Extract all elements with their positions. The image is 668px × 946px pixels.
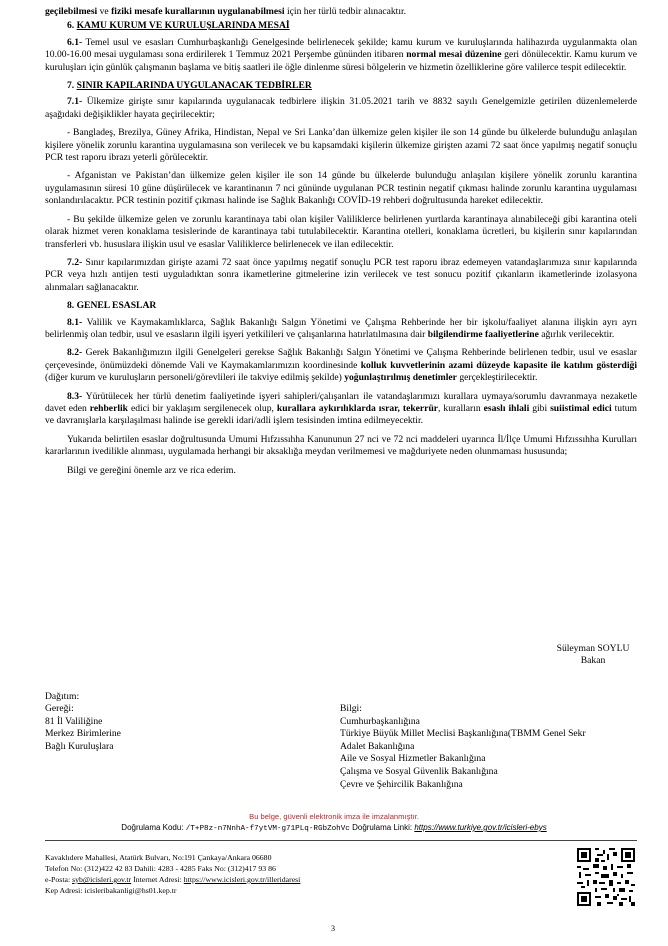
info-item: Adalet Bakanlığına [340, 740, 415, 752]
p8-3-text-e: tutum ve davranışlarla karşılaşılması halinde ise gerekli idari/adli işlem tesisinden imtina edilmeyecektir. [45, 402, 638, 427]
p8-3-bold-3: esaslı ihlali [483, 402, 530, 414]
p8-2-text-c: gerçekleştirilecektir. [456, 372, 538, 384]
section-6-title: KAMU KURUM VE KURULUŞLARINDA MESAİ [76, 20, 290, 32]
section-6-number: 6. [67, 20, 77, 32]
qr-code-icon [577, 848, 635, 906]
email-label: e-Posta: [45, 875, 73, 884]
section-8-number: 8. [67, 300, 77, 312]
info-item: Cumhurbaşkanlığına [340, 715, 420, 727]
p6-1-text-a: Temel usul ve esasları Cumhurbaşkanlığı Genelgesinde belirlenecek şekilde; kamu kurum ve kuruluşlarında halihazırda uygulanmakta olan 10.00-16.00 mesai uygulaması sona erdirilerek 1 Temmuz 2021 Perşembe gününden itibaren [45, 36, 637, 61]
intro-bold-1: geçilebilmesi [45, 6, 98, 17]
p8-1-number: 8.1- [67, 316, 83, 328]
signatory-title: Bakan [580, 655, 606, 667]
section-7-number: 7. [67, 80, 77, 92]
p8-3-text-a: Yürütülecek her türlü denetim faaliyetinde işyeri sahipleri/çalışanları ile vatandaşlarımızı kurallara uymaya/sorumlu davranmaya nezaketle davet eden [45, 390, 637, 414]
p7-1-text: Ülkemize girişte sınır kapılarında uygulanacak tedbirlere ilişkin 31.05.2021 tarih ve 8832 sayılı Genelgemizle getirilen düzenlemelerde aşağıdaki değişiklikler hayata geçirilecektir; [45, 96, 637, 120]
action-label: Gereği: [45, 703, 74, 714]
action-column [45, 703, 121, 753]
section-8-title: GENEL ESASLAR [76, 300, 157, 312]
info-label: Bilgi: [340, 703, 362, 714]
p6-1-text-b: geri dönülecektir. Kamu kurum ve kuruluşları için günlük çalışmanın başlama ve bitiş saatleri ile öğle dinlenme süresi bölgelerin ve hizmetin özelliklerine göre valilerce tespit edilecektir. [45, 49, 637, 73]
intro-text-1: ve [97, 6, 112, 17]
intro-bold-2: fiziki mesafe kurallarının uygulanabilmesi [111, 6, 285, 17]
document-body [45, 6, 637, 483]
footer-address: Kavaklıdere Mahallesi, Atatürk Bulvarı, No:191 Çankaya/Ankara 06680 [45, 853, 272, 862]
verification-link[interactable]: https://www.turkiye.gov.tr/icisleri-ebys [414, 823, 547, 832]
signature-block [548, 643, 638, 668]
footer-email-web [45, 874, 300, 885]
p6-1-number: 6.1- [67, 36, 83, 48]
action-item: 81 İl Valiliğine [45, 715, 103, 727]
p8-1-text-a: Valilik ve Kaymakamlıklarca, Sağlık Bakanlığı Salgın Yönetimi ve Çalışma Rehberinde her bir işkolu/faaliyet alanına ilişkin ayrı ayrı belirlenmiş olan tedbir, usul ve esasların ilgili işyeri yetkilileri ve çalışanlarına hatırlatılmasına dair [45, 316, 637, 340]
p8-2-bold-1: kolluk kuvvetlerinin azami düzeyde kapasite ile katılım gösterdiği [360, 359, 638, 371]
paragraph-8-1 [45, 317, 637, 342]
web-label: İnternet Adresi: [131, 875, 184, 884]
p8-2-text-b: (diğer kurum ve kuruluşların personeli/görevlileri ile takviye edilmiş şekilde) [45, 372, 345, 384]
paragraph-8-2 [45, 347, 637, 384]
intro-fragment [45, 6, 637, 18]
p8-3-bold-4: suiistimal edici [550, 402, 612, 414]
section-6-heading [67, 20, 637, 32]
paragraph-7-1-item-2: - Afganistan ve Pakistan’dan ülkemize gelen kişiler ile son 14 günde bu ülkelerde bulunduğu anlaşılan kişilere yönelik zorunlu karantina uygulamasının süresi 10 güne düşürülecek ve karantinanın 7 nci gününde uygulanan PCR testinin negatif çıkması halinde zorunlu karantina uygulaması sonlandırılacaktır. PCR testinin pozitif çıkması halinde ise Sağlık Bakanlığı COVİD-19 rehberi doğrultusunda hareket edilecektir. [45, 170, 637, 207]
verification-link-label: Doğrulama Linki: [352, 823, 413, 832]
footer-divider [45, 840, 637, 841]
footer-contact [45, 852, 300, 896]
action-item: Bağlı Kuruluşlara [45, 740, 114, 752]
p8-3-text-d: gibi [529, 402, 551, 414]
distribution-block [45, 691, 645, 790]
p8-3-bold-2: kurallara aykırılıklarda ısrar, tekerrür [276, 402, 439, 414]
closing-paragraph: Yukarıda belirtilen esaslar doğrultusunda Umumi Hıfzıssıhha Kanununun 27 nci ve 72 nci maddeleri uyarınca İl/İlçe Umumi Hıfzıssıhha Kurulları kararlarının ivedilikle alınması, uygulamada herhangi bir aksaklığa meydan verilmemesi ve mağduriyete neden olunmaması hususunda; [45, 433, 637, 458]
closing-request: Bilgi ve gereğini önemle arz ve rica ederim. [67, 464, 236, 476]
p8-1-bold: bilgilendirme faaliyetlerine [427, 328, 539, 340]
paragraph-7-1-item-3: - Bu şekilde ülkemize gelen ve zorunlu karantinaya tabi olan kişiler Valiliklerce belirlenen yurtlarda karantinaya alınabileceği gibi karantina oteli olarak hizmet veren konaklama tesislerinde de karantinaya tabi tutulabilecektir. Karantina otelleri, konaklama ücretleri, bu kişilerin sınır kapılarından transferleri vb. hususlara ilişkin usul ve esaslar Valiliklerce belirlenecek ve ilan edilecektir. [45, 213, 637, 250]
verification-code: /T+P8z-n7NnhA-f7ytVM-g71PLq-RGbZohVc [185, 825, 350, 833]
web-link[interactable]: https://www.icisleri.gov.tr/illeridaresi [183, 875, 301, 884]
distribution-label: Dağıtım: [45, 691, 80, 702]
p8-2-number: 8.2- [67, 347, 83, 359]
paragraph-7-1-item-1: - Bangladeş, Brezilya, Güney Afrika, Hindistan, Nepal ve Sri Lanka’dan ülkemize gelen kişiler ile son 14 günde bu ülkelerde bulunduğu anlaşılan kişilere yönelik zorunlu karantina uygulamasına son verilecek ve bu kapsamdaki kişilerin ülkemize girişten azami 72 saat önce yapılmış negatif sonuçlu PCR test raporu ibrazı yeterli görülecektir. [45, 127, 637, 164]
section-7-title: SINIR KAPILARINDA UYGULANACAK TEDBİRLER [76, 80, 312, 92]
footer-kep: Kep Adresi: icisleribakanligi@hs01.kep.tr [45, 886, 177, 895]
p8-3-text-b: edici bir yaklaşım sergilenecek olup, [128, 402, 277, 414]
page-number: 3 [331, 924, 335, 933]
footer-phone: Telefon No: (312)422 42 83 Dahili: 4283 - 4285 Faks No: (312)417 93 86 [45, 864, 276, 873]
p8-2-bold-2: yoğunlaştırılmış denetimler [344, 372, 457, 384]
p7-1-number: 7.1- [67, 96, 83, 108]
info-item: Türkiye Büyük Millet Meclisi Başkanlığına(TBMM Genel Sekr [340, 728, 586, 740]
paragraph-7-2 [45, 257, 637, 294]
paragraph-6-1 [45, 37, 637, 74]
verification-code-label: Doğrulama Kodu: [121, 823, 184, 832]
section-7-heading [67, 80, 637, 92]
signatory-name: Süleyman SOYLU [556, 643, 630, 654]
paragraph-7-1 [45, 96, 637, 121]
esign-notice: Bu belge, güvenli elektronik imza ile imzalanmıştır. [249, 812, 419, 821]
info-item: Aile ve Sosyal Hizmetler Bakanlığına [340, 753, 486, 765]
email-link[interactable]: syb@icisleri.gov.tr [72, 875, 132, 884]
p6-1-bold: normal mesai düzenine [406, 49, 502, 61]
p8-2-text-a: Gerek Bakanlığımızın ilgili Genelgeleri gerekse Sağlık Bakanlığı Salgın Yönetimi ve Çalışma Rehberinde belirlenen tedbir, usul ve esaslar çerçevesinde, önümüzdeki dönemde Vali ve Kaymakamlarımızın koordinesinde [45, 347, 637, 371]
p7-2-text: Sınır kapılarımızdan girişte azami 72 saat önce yapılmış negatif sonuçlu PCR test raporu ibraz edemeyen vatandaşlarımıza sınır kapılarında PCR veya hızlı antijen testi uyguladıktan sonra ikametlerine gitmelerine izin verilecek ve test sonucu pozitif çıkanların ikametlerinde izolasyona alınmaları sağlanacaktır. [45, 256, 637, 293]
section-8-heading [67, 300, 637, 312]
intro-text-2: için her türlü tedbir alınacaktır. [284, 6, 407, 17]
p8-3-text-c: , kuralların [438, 402, 484, 414]
p7-2-number: 7.2- [67, 256, 83, 268]
paragraph-8-3 [45, 391, 637, 428]
info-column [340, 703, 638, 791]
info-item: Çevre ve Şehircilik Bakanlığına [340, 778, 463, 790]
action-item: Merkez Birimlerine [45, 728, 121, 740]
p8-1-text-b: ağırlık verilecektir. [538, 328, 615, 340]
info-item: Çalışma ve Sosyal Güvenlik Bakanlığına [340, 765, 498, 777]
p8-3-number: 8.3- [67, 390, 83, 402]
p8-3-bold-1: rehberlik [89, 402, 128, 414]
verification-line [0, 823, 668, 833]
